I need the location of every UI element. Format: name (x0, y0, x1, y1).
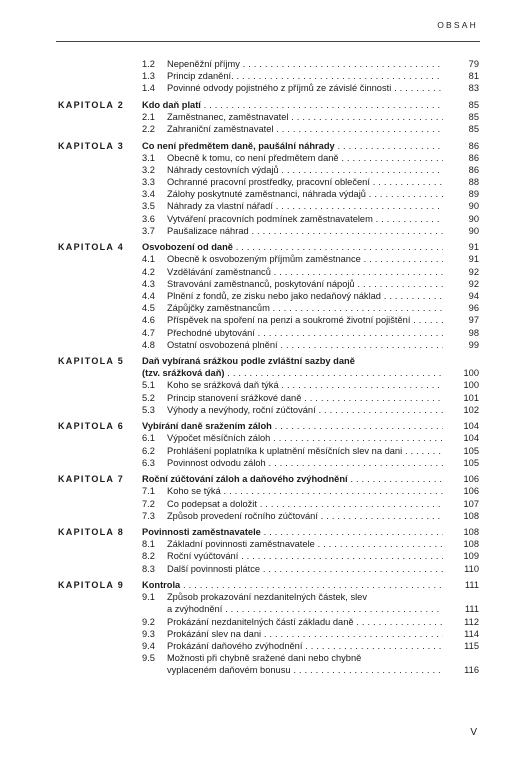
section-number: 4.4 (142, 290, 155, 301)
page-ref: 89 (468, 189, 479, 200)
section-number: 9.5 (142, 653, 155, 664)
page-ref: 108 (463, 539, 479, 550)
chapter-label: KAPITOLA 9 (58, 580, 125, 590)
toc-chapter-row (0, 140, 516, 152)
toc-entry-row (0, 591, 516, 603)
toc-entry-row (0, 200, 516, 212)
page-ref: 110 (464, 563, 479, 574)
section-number: 7.2 (142, 498, 155, 509)
page-ref: 92 (468, 266, 479, 277)
entry-title: Prokázání daňového zvýhodnění . . . (167, 640, 443, 652)
toc-entry-row (0, 652, 516, 664)
toc-chapter-row (0, 355, 516, 367)
page-ref: 106 (463, 474, 479, 485)
toc-entry-row (0, 188, 516, 200)
section-number: 9.3 (142, 628, 155, 639)
page-ref: 88 (468, 177, 479, 188)
page-ref: 91 (468, 254, 479, 265)
page-ref: 108 (463, 510, 479, 521)
section-number: 1.2 (142, 59, 155, 69)
toc-entry-row (0, 628, 516, 640)
section-number: 9.4 (142, 640, 155, 651)
page-ref: 92 (468, 278, 479, 289)
section-number: 9.2 (142, 616, 155, 627)
page-ref: 102 (463, 404, 479, 415)
page-ref: 107 (463, 498, 479, 509)
toc-entry-row (0, 225, 516, 237)
entry-title: Roční zúčtování záloh a daňového zvýhodnění . . . (142, 473, 443, 485)
chapter-label: KAPITOLA 8 (58, 527, 125, 538)
section-number: 3.3 (142, 177, 155, 188)
section-number: 3.1 (142, 152, 155, 163)
page-ref: 104 (463, 421, 479, 432)
entry-title: Nepeněžní příjmy . . . (167, 58, 443, 70)
section-number: 1.3 (142, 71, 155, 82)
entry-title: Způsob prokazování nezdanitelných částek, slev (167, 592, 367, 603)
entry-title: (tzv. srážková daň) . . . (142, 367, 443, 379)
page-ref: 100 (463, 380, 479, 391)
toc-entry-row (0, 392, 516, 404)
table-of-contents (0, 58, 516, 677)
chapter-label: KAPITOLA 5 (58, 356, 125, 367)
toc-entry-row (0, 152, 516, 164)
toc-entry-row (0, 432, 516, 444)
entry-title: Prokázání nezdanitelných částí základu daně . . . (167, 616, 443, 628)
section-number: 5.3 (142, 404, 155, 415)
page-ref: 98 (468, 327, 479, 338)
section-number: 3.2 (142, 164, 155, 175)
section-number: 8.1 (142, 539, 155, 550)
toc-entry-row (0, 603, 516, 615)
toc-entry-row (0, 123, 516, 135)
toc-entry-row (0, 82, 516, 94)
toc-entry-row (0, 213, 516, 225)
toc-entry-row (0, 266, 516, 278)
section-number: 4.2 (142, 266, 155, 277)
entry-title: Zaměstnanec, zaměstnavatel . . . (167, 111, 443, 123)
page-ref: 90 (468, 213, 479, 224)
entry-title: Zápůjčky zaměstnancům . . . (167, 302, 443, 314)
entry-title: Kontrola . . . (142, 579, 443, 591)
section-number: 4.6 (142, 315, 155, 326)
entry-title: Koho se srážková daň týká . . . (167, 379, 443, 391)
entry-title: Ostatní osvobozená plnění . . . (167, 339, 443, 351)
toc-entry-row (0, 290, 516, 302)
entry-title: a zvýhodnění . . . (167, 603, 443, 615)
entry-title: Obecně k osvobozeným příjmům zaměstnance . . . (167, 253, 443, 265)
entry-title: Další povinnosti plátce . . . (167, 563, 443, 575)
entry-title: Princip stanovení srážkové daně . . . (167, 392, 443, 404)
page-header-title: OBSAH (437, 20, 478, 30)
entry-title: Příspěvek na spoření na penzi a soukromé životní pojištění . . . (167, 314, 443, 326)
section-number: 4.8 (142, 339, 155, 350)
toc-entry-row (0, 616, 516, 628)
page-ref: 109 (463, 551, 479, 562)
section-number: 5.1 (142, 380, 155, 391)
section-number: 9.1 (142, 592, 155, 603)
toc-entry-row (0, 367, 516, 379)
section-number: 3.6 (142, 213, 155, 224)
section-number: 4.5 (142, 303, 155, 314)
page-ref: 86 (468, 152, 479, 163)
page-ref: 90 (468, 225, 479, 236)
section-number: 3.7 (142, 225, 155, 236)
entry-title: vyplaceném daňovém bonusu . . . (167, 664, 443, 676)
entry-title: Osvobození od daně . . . (142, 241, 443, 253)
section-number: 4.3 (142, 278, 155, 289)
toc-entry-row (0, 302, 516, 314)
entry-title: Paušalizace náhrad . . . (167, 225, 443, 237)
page-ref: 111 (464, 604, 479, 615)
page-ref: 101 (463, 392, 479, 403)
section-number: 7.3 (142, 510, 155, 521)
page-ref: 116 (464, 665, 479, 676)
toc-entry-row (0, 498, 516, 510)
toc-entry-row (0, 563, 516, 575)
section-number: 7.1 (142, 486, 155, 497)
entry-title: Povinnost odvodu záloh . . . (167, 457, 443, 469)
toc-entry-row (0, 111, 516, 123)
section-number: 4.1 (142, 254, 155, 265)
page-ref: 100 (463, 368, 479, 379)
chapter-label: KAPITOLA 7 (58, 474, 125, 485)
toc-entry-row (0, 457, 516, 469)
toc-chapter-row (0, 579, 516, 591)
page-ref: 112 (464, 616, 479, 627)
entry-title: Náhrady cestovních výdajů . . . (167, 164, 443, 176)
entry-title: Daň vybíraná srážkou podle zvláštní sazby daně (142, 356, 355, 367)
page-ref: 115 (464, 640, 479, 651)
toc-entry-row (0, 278, 516, 290)
toc-chapter-row (0, 99, 516, 111)
page-ref: 90 (468, 201, 479, 212)
entry-title: Princip zdanění. . . . (167, 70, 443, 82)
toc-chapter-row (0, 526, 516, 538)
toc-entry-row (0, 339, 516, 351)
page-ref: 83 (468, 83, 479, 94)
entry-title: Vytváření pracovních podmínek zaměstnavatelem . . . (167, 213, 443, 225)
section-number: 6.3 (142, 457, 155, 468)
entry-title: Výhody a nevýhody, roční zúčtování . . . (167, 404, 443, 416)
page-ref: 85 (468, 124, 479, 135)
page-ref: 86 (468, 164, 479, 175)
chapter-label: KAPITOLA 2 (58, 99, 125, 110)
entry-title: Stravování zaměstnanců, poskytování nápojů . . . (167, 278, 443, 290)
entry-title: Způsob provedení ročního zúčtování . . . (167, 510, 443, 522)
section-number: 2.2 (142, 124, 155, 135)
entry-title: Prohlášení poplatníka k uplatnění měsíčních slev na dani . . . (167, 445, 443, 457)
chapter-label: KAPITOLA 3 (58, 140, 125, 151)
toc-entry-row (0, 327, 516, 339)
chapter-label: KAPITOLA 4 (58, 242, 125, 253)
page-ref: 108 (463, 527, 479, 538)
entry-title: Co není předmětem daně, paušální náhrady . . . (142, 140, 443, 152)
entry-title: Vzdělávání zaměstnanců . . . (167, 266, 443, 278)
section-number: 3.5 (142, 201, 155, 212)
entry-title: Kdo daň platí . . . (142, 99, 443, 111)
page-ref: 104 (463, 433, 479, 444)
page-ref: 97 (468, 315, 479, 326)
toc-entry-row (0, 550, 516, 562)
toc-entry-row (0, 510, 516, 522)
entry-title: Koho se týká . . . (167, 485, 443, 497)
page-ref: 105 (463, 445, 479, 456)
page-ref: 85 (468, 111, 479, 122)
page-ref: 85 (468, 99, 479, 110)
page-ref: 106 (463, 486, 479, 497)
section-number: 6.1 (142, 433, 155, 444)
entry-title: Náhrady za vlastní nářadí . . . (167, 200, 443, 212)
toc-entry-row (0, 538, 516, 550)
entry-title: Přechodné ubytování . . . (167, 327, 443, 339)
page-ref: 99 (468, 339, 479, 350)
entry-title: Prokázání slev na dani . . . (167, 628, 443, 640)
header-rule (56, 41, 480, 42)
toc-entry-row (0, 164, 516, 176)
toc-entry-row (0, 404, 516, 416)
entry-title: Možnosti při chybně sražené dani nebo chybně (167, 653, 362, 664)
page-ref: 81 (468, 71, 479, 82)
section-number: 3.4 (142, 189, 155, 200)
entry-title: Co podepsat a doložit . . . (167, 498, 443, 510)
toc-entry-row (0, 640, 516, 652)
section-number: 6.2 (142, 445, 155, 456)
toc-entry-row (0, 314, 516, 326)
section-number: 5.2 (142, 392, 155, 403)
entry-title: Výpočet měsíčních záloh . . . (167, 432, 443, 444)
toc-chapter-row (0, 473, 516, 485)
page-ref: 91 (468, 242, 479, 253)
toc-chapter-row (0, 241, 516, 253)
toc-entry-row (0, 485, 516, 497)
entry-title: Základní povinnosti zaměstnavatele . . . (167, 538, 443, 550)
section-number: 1.4 (142, 83, 155, 94)
page-ref: 96 (468, 303, 479, 314)
entry-title: Obecně k tomu, co není předmětem daně . . . (167, 152, 443, 164)
toc-entry-row (0, 445, 516, 457)
section-number: 4.7 (142, 327, 155, 338)
entry-title: Zálohy poskytnuté zaměstnanci, náhrada výdajů . . . (167, 188, 443, 200)
entry-title: Vybírání daně sražením záloh . . . (142, 420, 443, 432)
page-ref: 86 (468, 140, 479, 151)
section-number: 8.2 (142, 551, 155, 562)
toc-entry-row (0, 176, 516, 188)
entry-title: Roční vyúčtování . . . (167, 550, 443, 562)
toc-chapter-row (0, 420, 516, 432)
section-number: 8.3 (142, 563, 155, 574)
entry-title: Zahraniční zaměstnavatel . . . (167, 123, 443, 135)
page-ref: 94 (468, 290, 479, 301)
entry-title: Povinné odvody pojistného z příjmů ze závislé činnosti . . . (167, 82, 443, 94)
entry-title: Povinnosti zaměstnavatele . . . (142, 526, 443, 538)
chapter-label: KAPITOLA 6 (58, 421, 125, 432)
page-ref: 111 (464, 580, 479, 590)
toc-entry-row (0, 664, 516, 676)
entry-title: Ochranné pracovní prostředky, pracovní oblečení . . . (167, 176, 443, 188)
page-ref: 79 (468, 59, 479, 69)
toc-entry-row (0, 253, 516, 265)
section-number: 2.1 (142, 111, 155, 122)
page-ref: 114 (464, 628, 479, 639)
toc-entry-row (0, 58, 516, 70)
page-number: V (470, 727, 477, 738)
toc-entry-row (0, 70, 516, 82)
toc-entry-row (0, 379, 516, 391)
entry-title: Plnění z fondů, ze zisku nebo jako nedaňový náklad . . . (167, 290, 443, 302)
page-ref: 105 (463, 457, 479, 468)
